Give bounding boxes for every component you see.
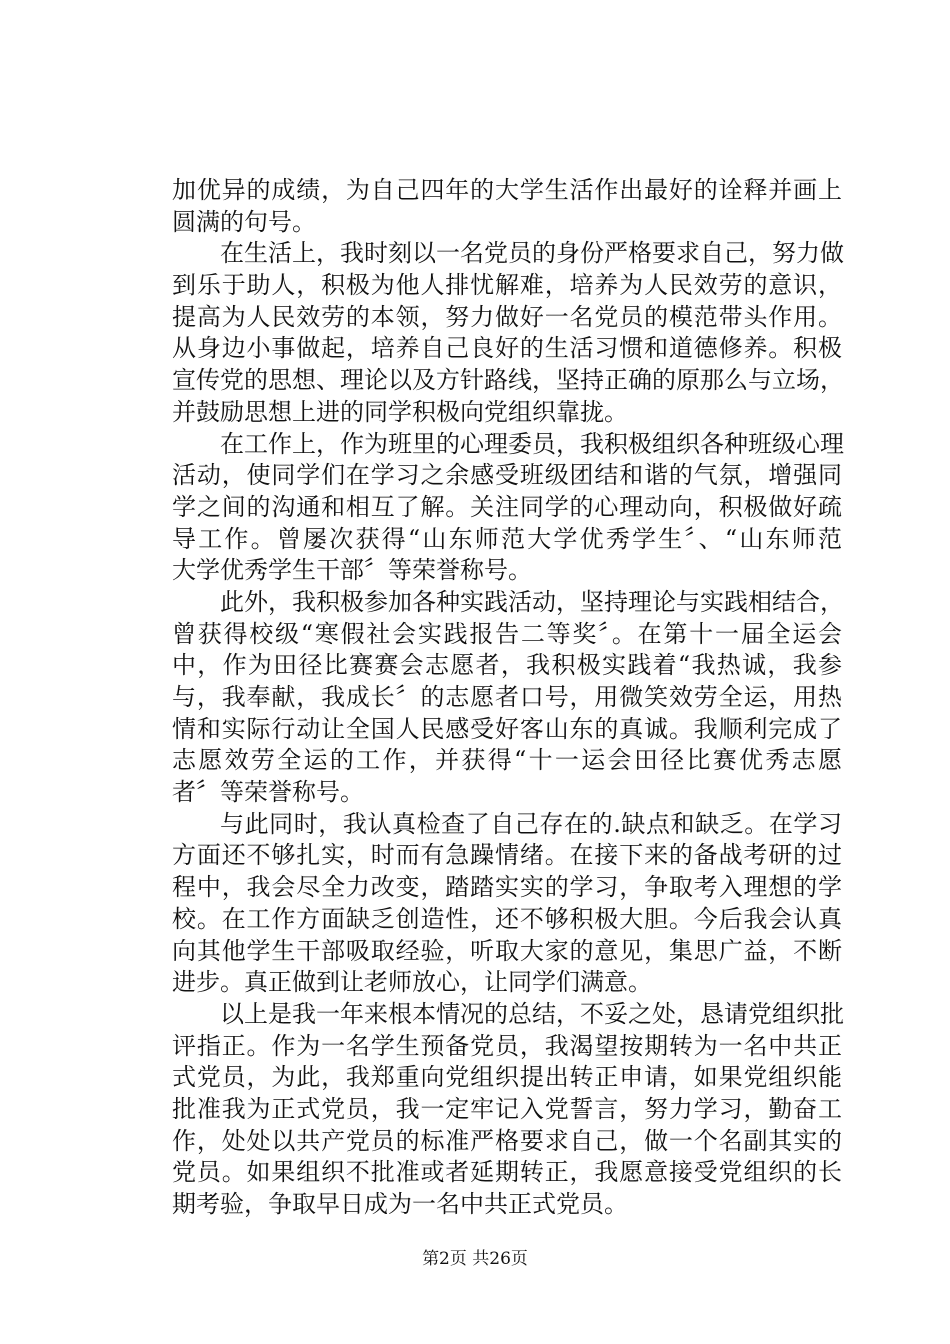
- paragraph-line: 批准我为正式党员，我一定牢记入党誓言，努力学习，勤奋工: [172, 1094, 842, 1123]
- paragraph-line: 此外，我积极参加各种实践活动，坚持理论与实践相结合，: [220, 587, 844, 616]
- paragraph-line: 向其他学生干部吸取经验，听取大家的意见，集思广益，不断: [172, 936, 842, 965]
- paragraph-line: 提高为人民效劳的本领，努力做好一名党员的模范带头作用。: [172, 302, 842, 331]
- paragraph-line: 方面还不够扎实，时而有急躁情绪。在接下来的备战考研的过: [172, 841, 842, 870]
- document-body: [172, 175, 842, 1221]
- paragraph: [172, 999, 842, 1221]
- paragraph-line: 导工作。曾屡次获得“山东师范大学优秀学生〞、“山东师范: [172, 524, 842, 553]
- paragraph: [172, 809, 842, 999]
- paragraph: [172, 175, 842, 238]
- paragraph-line: 中，作为田径比赛赛会志愿者，我积极实践着“我热诚，我参: [172, 651, 842, 680]
- paragraph-line: 曾获得校级“寒假社会实践报告二等奖〞。在第十一届全运会: [172, 619, 842, 648]
- paragraph-line: 宣传党的思想、理论以及方针路线，坚持正确的原那么与立场，: [172, 366, 844, 395]
- paragraph-line: 评指正。作为一名学生预备党员，我渴望按期转为一名中共正: [172, 1031, 842, 1060]
- paragraph: [172, 429, 842, 587]
- paragraph-line: 作，处处以共产党员的标准严格要求自己，做一个名副其实的: [172, 1126, 842, 1155]
- paragraph-line: 圆满的句号。: [172, 207, 316, 236]
- paragraph-line: 与此同时，我认真检查了自己存在的.缺点和缺乏。在学习: [220, 809, 842, 838]
- paragraph-line: 从身边小事做起，培养自己良好的生活习惯和道德修养。积极: [172, 334, 842, 363]
- paragraph-line: 期考验，争取早日成为一名中共正式党员。: [172, 1190, 628, 1218]
- paragraph-line: 与，我奉献，我成长〞的志愿者口号，用微笑效劳全运，用热: [172, 683, 842, 711]
- paragraph-line: 党员。如果组织不批准或者延期转正，我愿意接受党组织的长: [172, 1158, 842, 1187]
- paragraph-line: 在生活上，我时刻以一名党员的身份严格要求自己，努力做: [220, 239, 844, 268]
- paragraph-line: 并鼓励思想上进的同学积极向党组织靠拢。: [172, 397, 628, 426]
- paragraph-line: 进步。真正做到让老师放心，让同学们满意。: [172, 968, 652, 997]
- paragraph-line: 式党员，为此，我郑重向党组织提出转正申请，如果党组织能: [172, 1063, 842, 1092]
- paragraph-line: 大学优秀学生干部〞等荣誉称号。: [172, 556, 532, 585]
- paragraph-line: 校。在工作方面缺乏创造性，还不够积极大胆。今后我会认真: [172, 904, 842, 933]
- paragraph-line: 程中，我会尽全力改变，踏踏实实的学习，争取考入理想的学: [172, 873, 842, 902]
- paragraph-line: 学之间的沟通和相互了解。关注同学的心理动向，积极做好疏: [172, 492, 842, 521]
- paragraph: [172, 587, 842, 809]
- paragraph-line: 志愿效劳全运的工作，并获得“十一运会田径比赛优秀志愿: [172, 746, 842, 775]
- paragraph-line: 情和实际行动让全国人民感受好客山东的真诚。我顺利完成了: [172, 714, 842, 743]
- paragraph-line: 活动，使同学们在学习之余感受班级团结和谐的气氛，增强同: [172, 461, 842, 490]
- paragraph-line: 以上是我一年来根本情况的总结，不妥之处，恳请党组织批: [220, 999, 844, 1028]
- paragraph-line: 者〞等荣誉称号。: [172, 778, 364, 807]
- paragraph: [172, 238, 842, 428]
- page-footer: 第2页 共26页: [422, 1249, 528, 1269]
- paragraph-line: 到乐于助人，积极为他人排忧解难，培养为人民效劳的意识，: [172, 271, 842, 300]
- paragraph-line: 加优异的成绩，为自己四年的大学生活作出最好的诠释并画上: [172, 176, 842, 204]
- paragraph-line: 在工作上，作为班里的心理委员，我积极组织各种班级心理: [220, 429, 844, 458]
